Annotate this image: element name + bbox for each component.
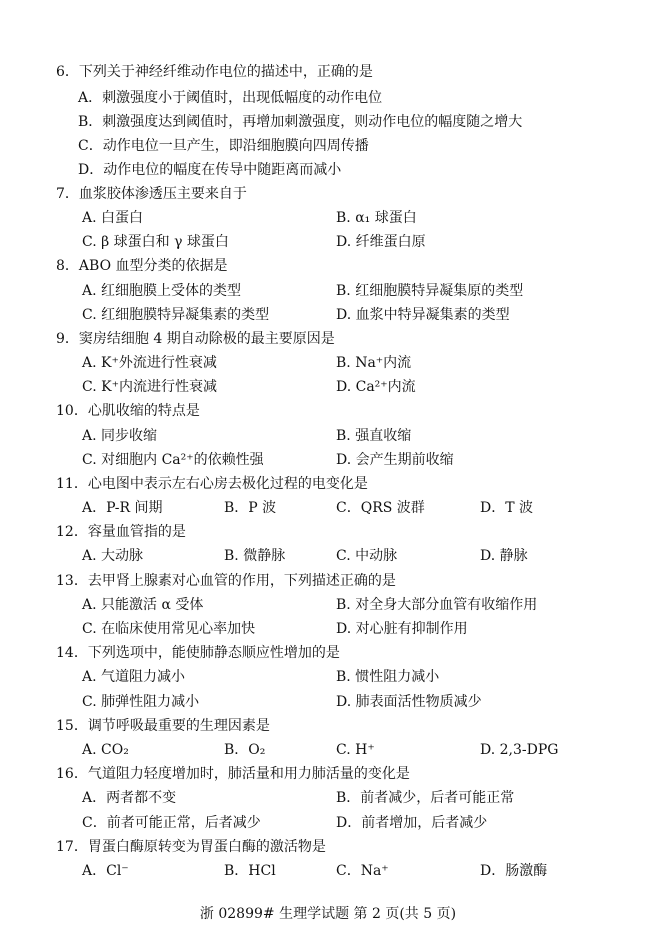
question-15-option-d: D. 2,3-DPG xyxy=(480,742,559,758)
question-10-option-c: C. 对细胞内 Ca²⁺的依赖性强 xyxy=(82,452,264,468)
question-17-stem: 17．胃蛋白酶原转变为胃蛋白酶的激活物是 xyxy=(56,839,326,855)
question-15-option-c: C. H⁺ xyxy=(336,742,375,758)
question-16-option-a: A．两者都不变 xyxy=(82,790,177,806)
question-15-stem: 15．调节呼吸最重要的生理因素是 xyxy=(56,718,270,734)
question-17-option-a: A．Cl⁻ xyxy=(82,863,129,879)
question-13-stem: 13．去甲肾上腺素对心血管的作用，下列描述正确的是 xyxy=(56,573,396,589)
question-16-option-d: D．前者增加，后者减少 xyxy=(336,815,488,831)
question-14-stem: 14．下列选项中，能使肺静态顺应性增加的是 xyxy=(56,645,340,661)
question-16-option-c: C．前者可能正常，后者减少 xyxy=(82,815,261,831)
question-15-option-a: A. CO₂ xyxy=(82,742,129,758)
question-9-option-a: A. K⁺外流进行性衰减 xyxy=(82,355,217,371)
question-13-option-c: C. 在临床使用常见心率加快 xyxy=(82,621,256,637)
question-8-option-b: B. 红细胞膜特异凝集原的类型 xyxy=(336,283,524,299)
question-12-stem: 12．容量血管指的是 xyxy=(56,524,186,540)
question-10-option-a: A. 同步收缩 xyxy=(82,428,158,444)
question-7-option-a: A. 白蛋白 xyxy=(82,210,144,226)
question-10-option-b: B. 强直收缩 xyxy=(336,428,412,444)
question-8-option-c: C. 红细胞膜特异凝集素的类型 xyxy=(82,307,270,323)
question-6-option-a: A．刺激强度小于阈值时，出现低幅度的动作电位 xyxy=(78,90,383,106)
page-footer: 浙 02899# 生理学试题 第 2 页(共 5 页) xyxy=(199,906,457,922)
question-10-stem: 10．心肌收缩的特点是 xyxy=(56,403,200,419)
question-11-option-b: B．P 波 xyxy=(224,500,277,516)
question-9-stem: 9．窦房结细胞 4 期自动除极的最主要原因是 xyxy=(56,331,335,347)
question-12-option-c: C. 中动脉 xyxy=(336,548,398,564)
question-14-option-d: D. 肺表面活性物质减少 xyxy=(336,694,482,710)
question-11-option-a: A．P-R 间期 xyxy=(82,500,163,516)
question-6-stem: 6．下列关于神经纤维动作电位的描述中，正确的是 xyxy=(56,64,373,80)
question-7-option-c: C. β 球蛋白和 γ 球蛋白 xyxy=(82,234,229,250)
question-8-option-a: A. 红细胞膜上受体的类型 xyxy=(82,283,242,299)
question-14-option-c: C. 肺弹性阻力减小 xyxy=(82,694,200,710)
question-13-option-a: A. 只能激活 α 受体 xyxy=(82,597,204,613)
question-6-option-c: C．动作电位一旦产生，即沿细胞膜向四周传播 xyxy=(78,138,369,154)
question-10-option-d: D. 会产生期前收缩 xyxy=(336,452,454,468)
question-17-option-d: D．肠激酶 xyxy=(480,863,548,879)
question-9-option-c: C. K⁺内流进行性衰减 xyxy=(82,379,217,395)
question-12-option-d: D. 静脉 xyxy=(480,548,528,564)
question-13-option-b: B. 对全身大部分血管有收缩作用 xyxy=(336,597,538,613)
question-15-option-b: B．O₂ xyxy=(224,742,266,758)
question-11-stem: 11．心电图中表示左右心房去极化过程的电变化是 xyxy=(56,476,368,492)
question-7-option-d: D. 纤维蛋白原 xyxy=(336,234,426,250)
question-9-option-b: B. Na⁺内流 xyxy=(336,355,412,371)
question-17-option-c: C．Na⁺ xyxy=(336,863,389,879)
question-12-option-b: B. 微静脉 xyxy=(224,548,286,564)
question-6-option-d: D．动作电位的幅度在传导中随距离而减小 xyxy=(78,162,342,178)
question-17-option-b: B．HCl xyxy=(224,863,276,879)
question-7-stem: 7．血浆胶体渗透压主要来自于 xyxy=(56,186,247,202)
question-16-stem: 16．气道阻力轻度增加时，肺活量和用力肺活量的变化是 xyxy=(56,766,410,782)
question-9-option-d: D. Ca²⁺内流 xyxy=(336,379,416,395)
question-7-option-b: B. α₁ 球蛋白 xyxy=(336,210,417,226)
question-11-option-c: C．QRS 波群 xyxy=(336,500,425,516)
question-8-stem: 8．ABO 血型分类的依据是 xyxy=(56,258,228,274)
question-13-option-d: D. 对心脏有抑制作用 xyxy=(336,621,468,637)
question-8-option-d: D. 血浆中特异凝集素的类型 xyxy=(336,307,510,323)
question-14-option-a: A. 气道阻力减小 xyxy=(82,669,186,685)
question-12-option-a: A. 大动脉 xyxy=(82,548,144,564)
question-14-option-b: B. 惯性阻力减小 xyxy=(336,669,440,685)
question-16-option-b: B．前者减少，后者可能正常 xyxy=(336,790,515,806)
question-11-option-d: D．T 波 xyxy=(480,500,534,516)
question-6-option-b: B．刺激强度达到阈值时，再增加刺激强度，则动作电位的幅度随之增大 xyxy=(78,114,523,130)
